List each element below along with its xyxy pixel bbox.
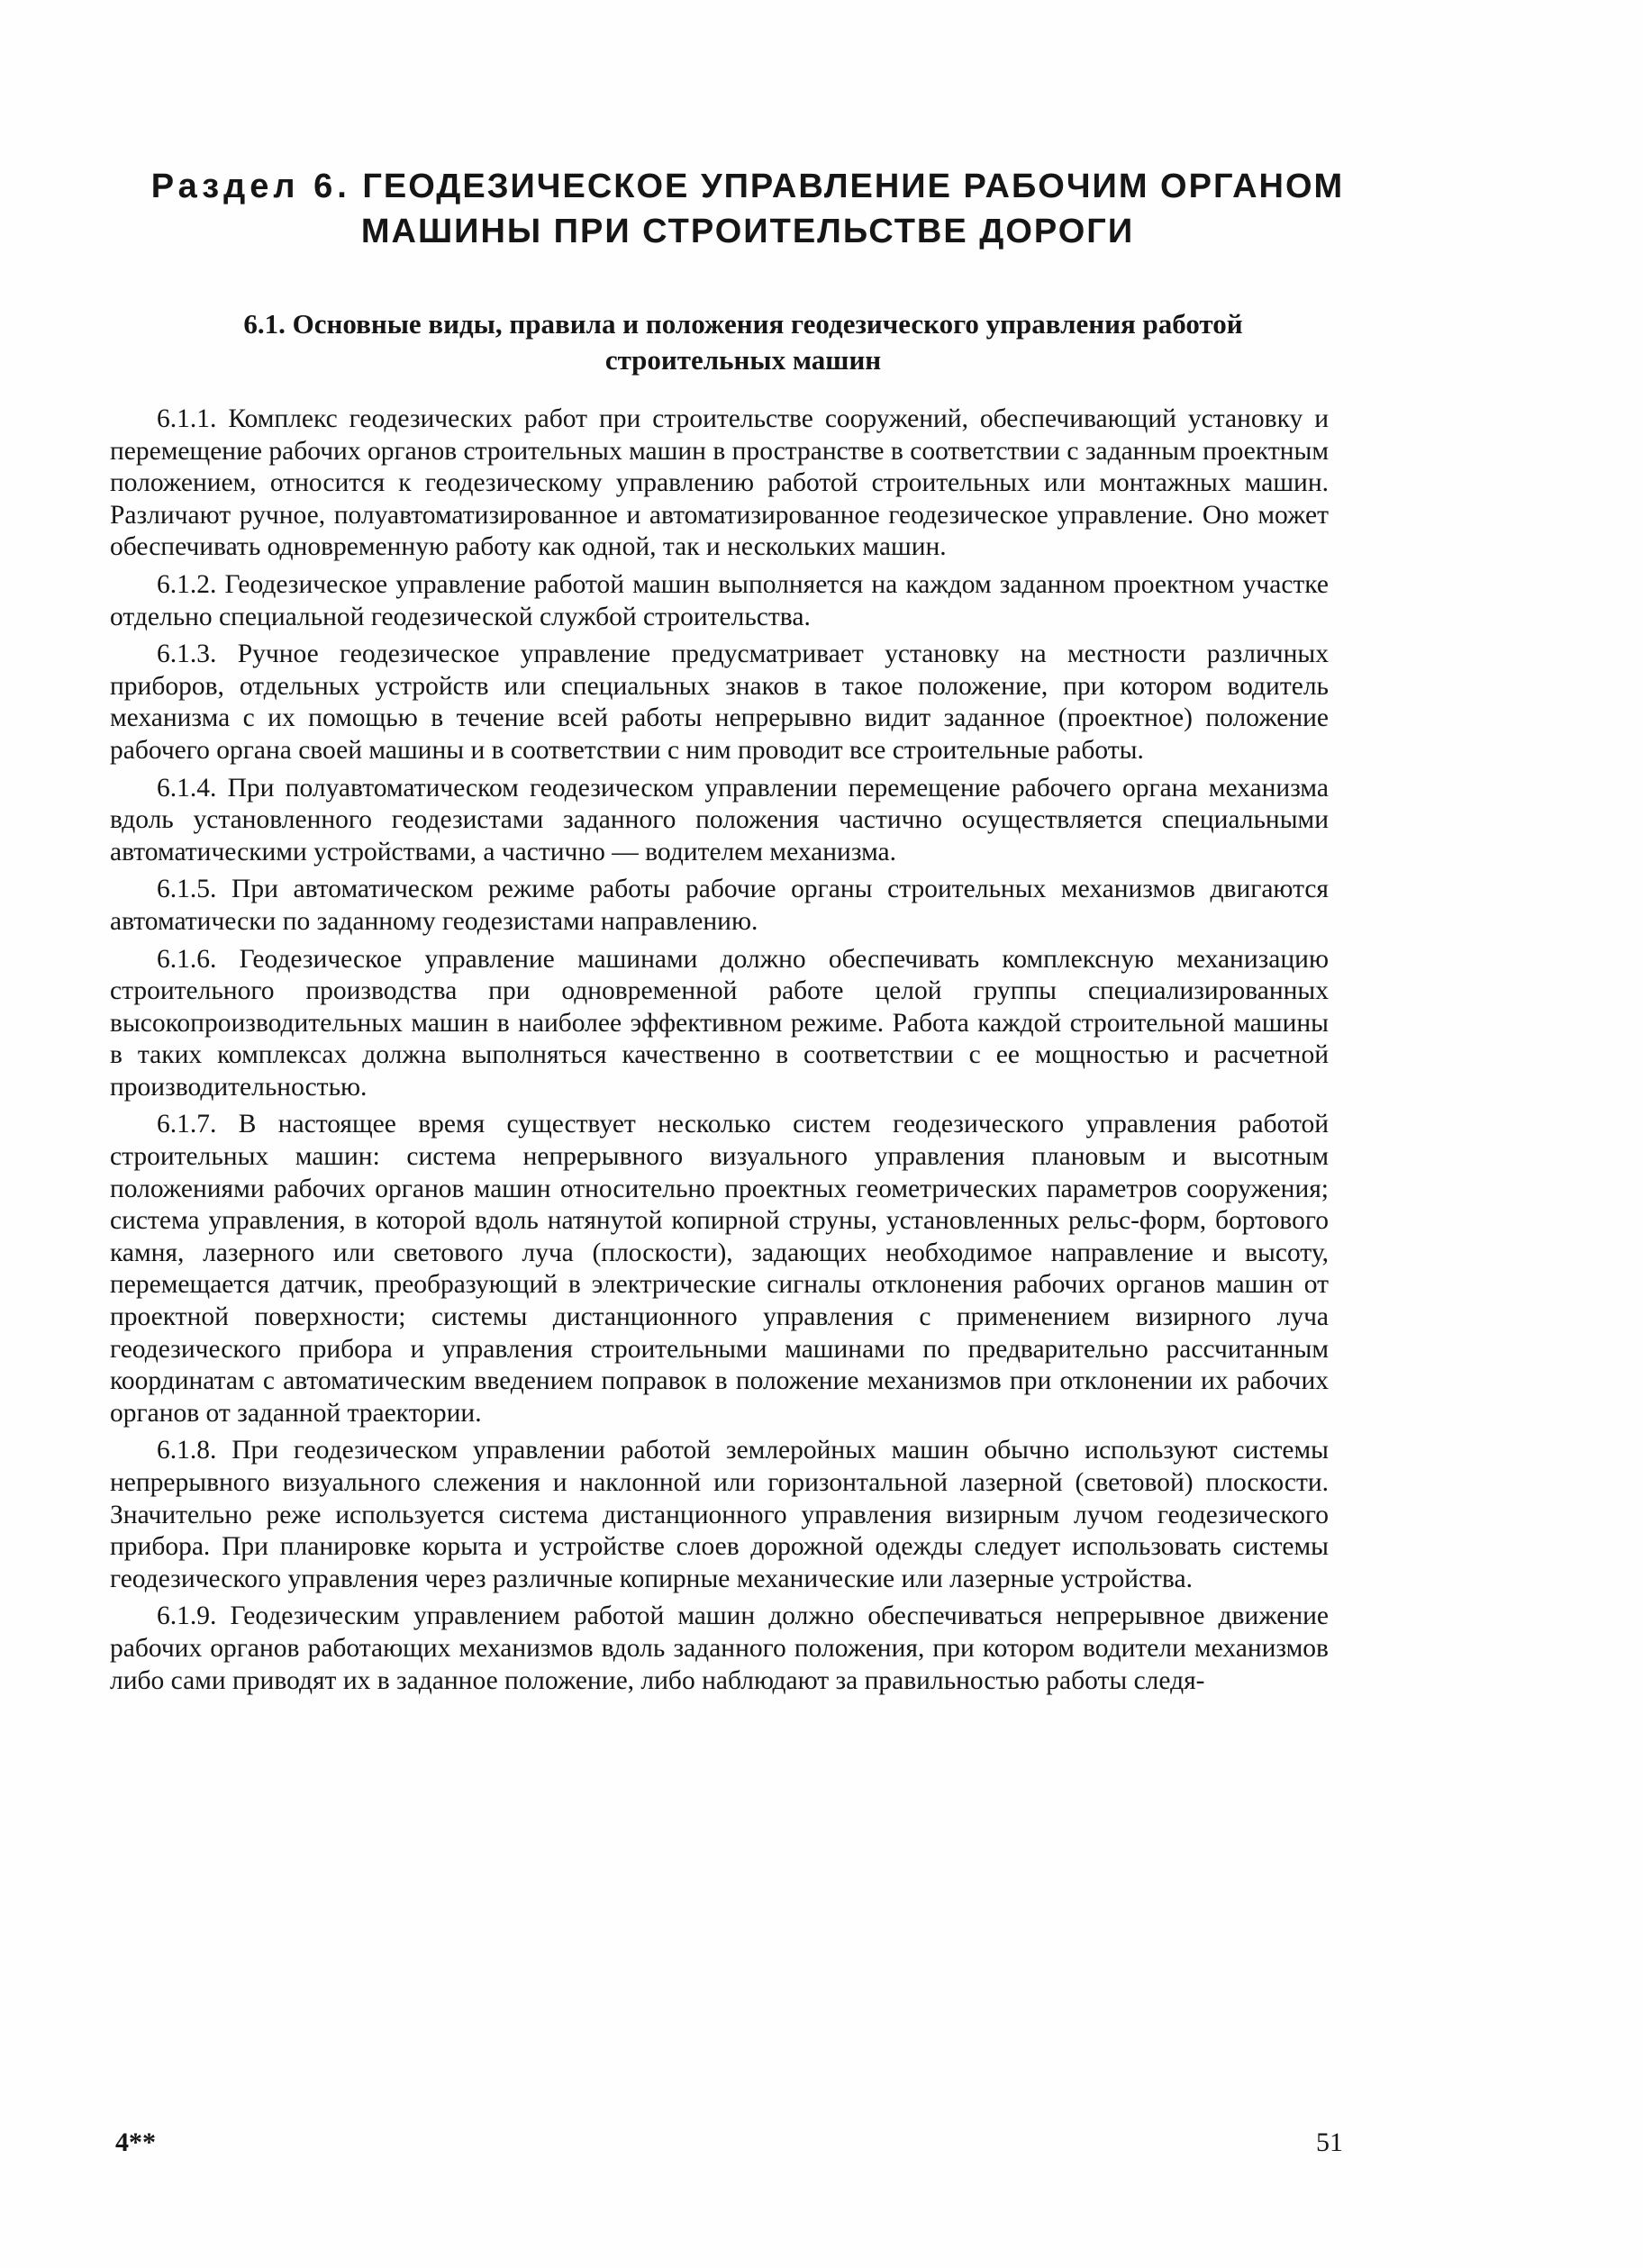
paragraph-6-1-2: 6.1.2. Геодезическое управление работой машин выполняется на каждом заданном проектном участке отдельно специальной геодезической службой строительства.: [110, 569, 1329, 631]
paragraph-6-1-6: 6.1.6. Геодезическое управление машинами должно обеспечивать комплексную механизацию строительного производства при одновременной работе целой группы специализированных высокопроизводительных машин в наиболее эффективном режиме. Работа каждой строительной машины в таких комплексах должна выполняться качественно в соответствии с ее мощностью и расчетной производительностью.: [110, 944, 1329, 1102]
section-label: Раздел 6.: [150, 168, 351, 205]
paragraph-6-1-8: 6.1.8. При геодезическом управлении работой землеройных машин обычно используют системы непрерывного визуального слежения и наклонной или горизонтальной лазерной (световой) плоскости. Значительно реже используется система дистанционного управления визирным лучом геодезического прибора. При планировке корыта и устройстве слоев дорожной одежды следует использовать системы геодезического управления через различные копирные механические или лазерные устройства.: [110, 1436, 1329, 1593]
section-title-line-1: ГЕОДЕЗИЧЕСКОЕ УПРАВЛЕНИЕ РАБОЧИМ ОРГАНОМ: [362, 168, 1345, 205]
paragraph-6-1-4: 6.1.4. При полуавтоматическом геодезическом управлении перемещение рабочего органа механизма вдоль установленного геодезистами заданного положения частично осуществляется специальными автоматическими устройствами, а частично — водителем механизма.: [110, 773, 1329, 866]
paragraph-6-1-5: 6.1.5. При автоматическом режиме работы рабочие органы строительных механизмов двигаются автоматически по заданному геодезистами направлению.: [110, 875, 1329, 936]
body-text: [110, 404, 1329, 1702]
section-title-line-2: МАШИНЫ ПРИ СТРОИТЕЛЬСТВЕ ДОРОГИ: [360, 213, 1135, 250]
subsection-heading-line-2: строительных машин: [604, 344, 882, 376]
section-heading: [144, 164, 1351, 254]
paragraph-6-1-3: 6.1.3. Ручное геодезическое управление предусматривает установку на местности различных приборов, отдельных устройств или специальных знаков в такое положение, при котором водитель механизма с их помощью в течение всей работы непрерывно видит заданное (проектное) положение рабочего органа своей машины и в соответствии с ним проводит все строительные работы.: [110, 640, 1329, 765]
subsection-heading: [162, 306, 1324, 378]
paragraph-6-1-1: 6.1.1. Комплекс геодезических работ при строительстве сооружений, обеспечивающий установку и перемещение рабочих органов строительных машин в пространстве в соответствии с заданным проектным положением, относится к геодезическому управлению работой строительных или монтажных машин. Различают ручное, полуавтоматизированное и автоматизированное геодезическое управление. Оно может обеспечивать одновременную работу как одной, так и нескольких машин.: [110, 404, 1329, 562]
page-number: 51: [1316, 2127, 1343, 2157]
paragraph-6-1-7: 6.1.7. В настоящее время существует несколько систем геодезического управления работой строительных машин: система непрерывного визуального управления плановым и высотным положениями рабочих органов машин относительно проектных геометрических параметров сооружения; система управления, в которой вдоль натянутой копирной струны, установленных рельс-форм, бортового камня, лазерного или светового луча (плоскости), задающих необходимое направление и высоту, перемещается датчик, преобразующий в электрические сигналы отклонения рабочих органов машин от проектной поверхности; системы дистанционного управления с применением визирного луча геодезического прибора и управления строительными машинами по предварительно рассчитанным координатам с автоматическим введением поправок в положение механизмов при отклонении их рабочих органов от заданной траектории.: [110, 1110, 1329, 1428]
paragraph-6-1-9: 6.1.9. Геодезическим управлением работой машин должно обеспечиваться непрерывное движение рабочих органов работающих механизмов вдоль заданного положения, при котором водители механизмов либо сами приводят их в заданное положение, либо наблюдают за правильностью работы следя-: [110, 1601, 1329, 1695]
section-heading-line-1: [144, 164, 1351, 209]
signature-mark: 4**: [115, 2127, 156, 2157]
subsection-heading-line-1: 6.1. Основные виды, правила и положения геодезического управления работой: [243, 308, 1243, 340]
